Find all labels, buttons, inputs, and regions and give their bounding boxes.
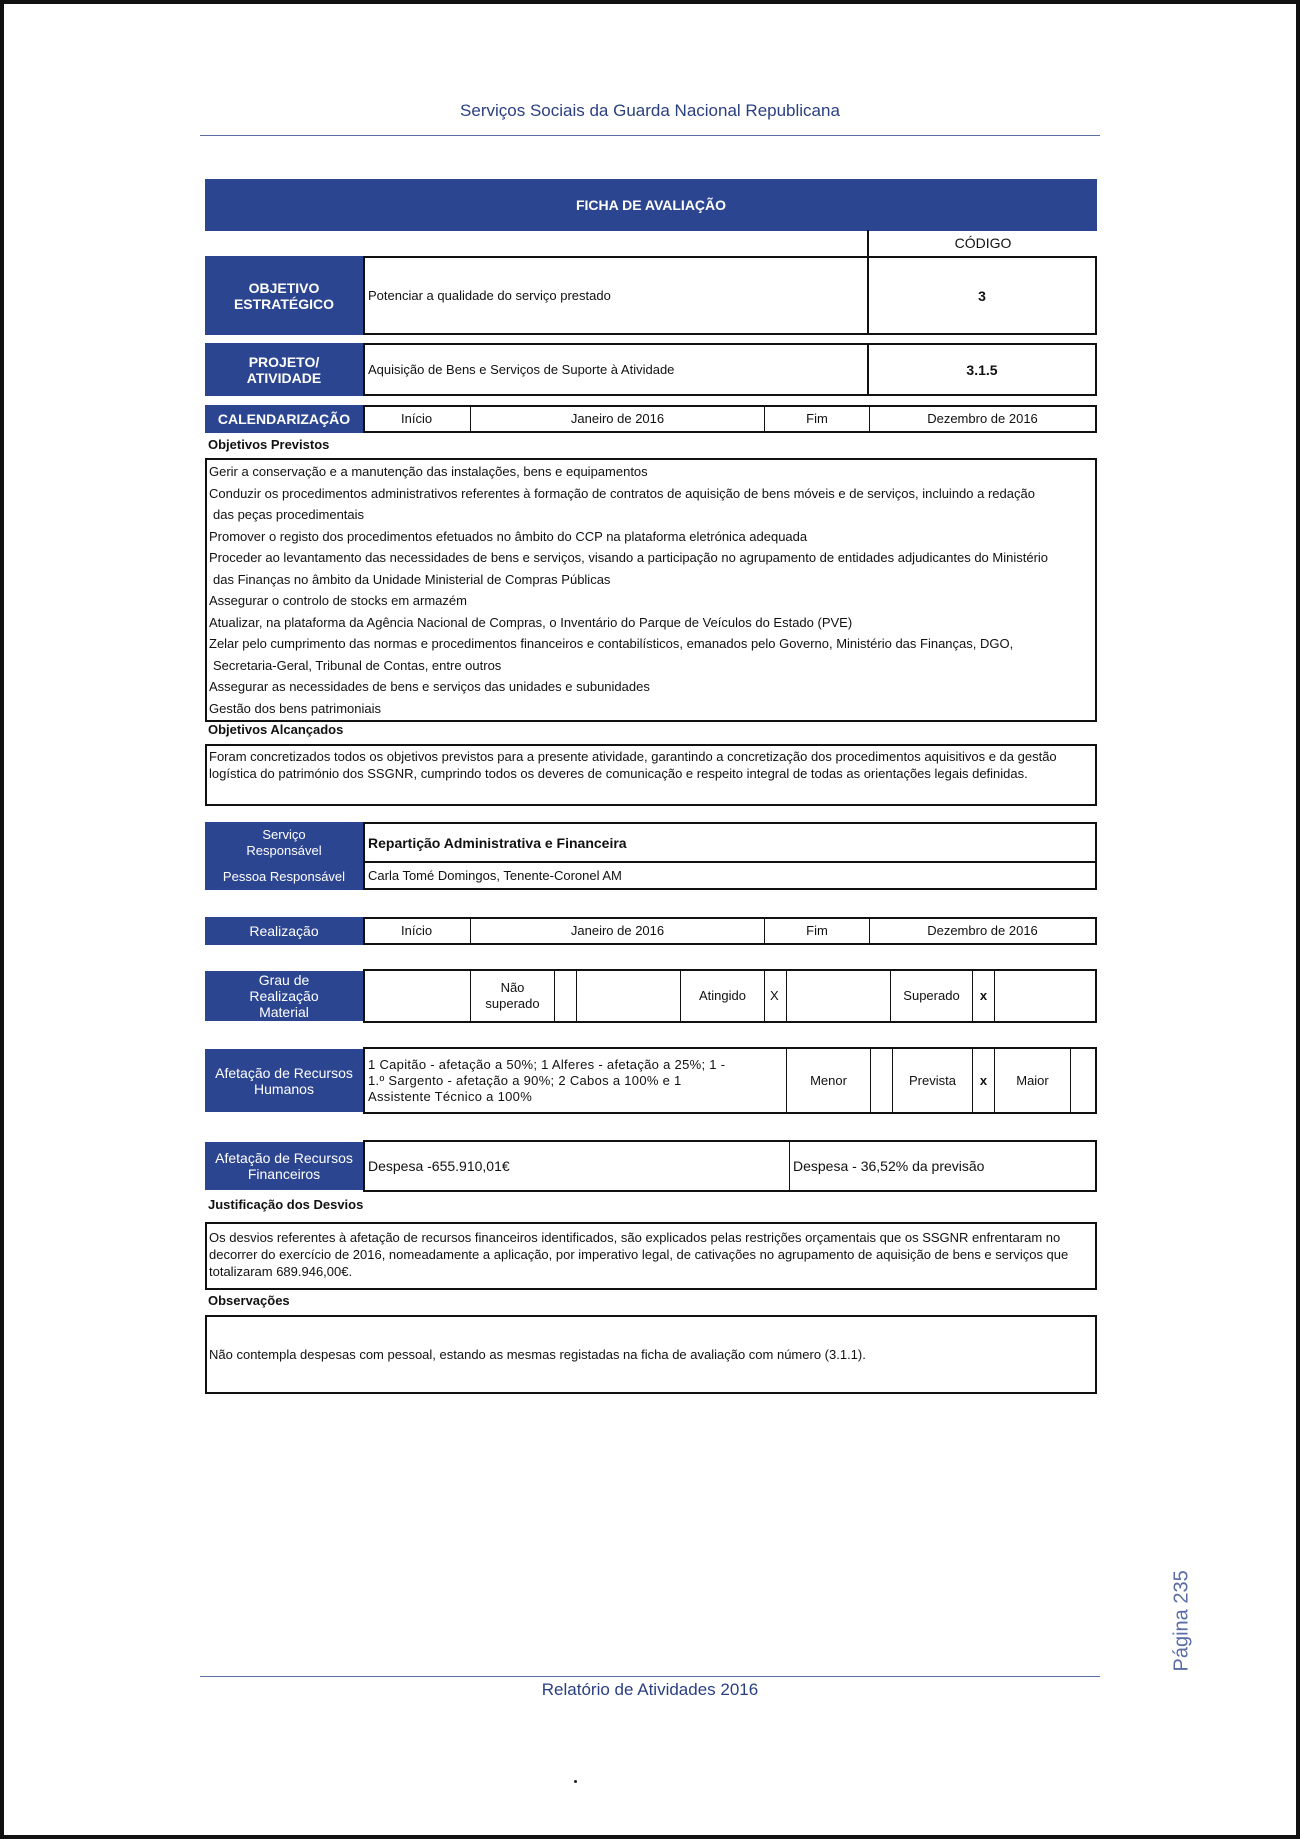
projeto-value: Aquisição de Bens e Serviços de Suporte à Atividade (363, 343, 869, 396)
grau-superado-label: Superado (890, 971, 972, 1021)
observacoes-title: Observações (208, 1293, 290, 1308)
objetivo-label: OBJETIVO ESTRATÉGICO (205, 256, 363, 335)
codigo-header: CÓDIGO (867, 230, 1097, 256)
objetivo-previsto-item: Gerir a conservação e a manutenção das instalações, bens e equipamentos (209, 464, 648, 479)
objetivo-previsto-item: Assegurar as necessidades de bens e serviços das unidades e subunidades (209, 679, 650, 694)
projeto-code: 3.1.5 (867, 343, 1097, 396)
rh-prevista-checkbox: x (972, 1049, 994, 1112)
calendarizacao-fim: Dezembro de 2016 (869, 407, 1095, 431)
pessoa-value: Carla Tomé Domingos, Tenente-Coronel AM (363, 861, 1097, 890)
pessoa-label: Pessoa Responsável (205, 863, 363, 890)
realizacao-row (363, 917, 1097, 945)
servico-label: Serviço Responsável (205, 822, 363, 863)
rf-label: Afetação de Recursos Financeiros (205, 1142, 363, 1190)
rh-value: 1 Capitão - afetação a 50%; 1 Alferes - afetação a 25%; 1 - 1.º Sargento - afetação a 90%; 2 Cabos a 100% e 1 Assistente Técnico a 100% (368, 1056, 726, 1104)
objetivo-previsto-item: das peças procedimentais (213, 507, 365, 522)
objetivo-previsto-item: Proceder ao levantamento das necessidades de bens e serviços, visando a participação no agrupamento de entidades adjudicantes do Ministério (209, 550, 1049, 565)
objetivos-alcancados-text: Foram concretizados todos os objetivos previstos para a presente atividade, garantindo a concretização dos procedimentos aquisitivos e da gestão logística do património dos SSGNR, cumprindo todos os deveres de comunicação e respeito integral de todas as orientações legais definidas. (205, 744, 1097, 806)
objetivo-previsto-item: Promover o registo dos procedimentos efetuados no âmbito do CCP na plataforma eletrónica adequada (209, 528, 808, 544)
objetivos-alcancados-title: Objetivos Alcançados (208, 722, 344, 737)
grau-empty-3 (786, 971, 890, 1021)
observacoes-text: Não contempla despesas com pessoal, estando as mesmas registadas na ficha de avaliação com número (3.1.1). (205, 1315, 1097, 1394)
projeto-label: PROJETO/ ATIVIDADE (205, 343, 363, 396)
objetivo-previsto-item: Zelar pelo cumprimento das normas e procedimentos financeiros e contabilísticos, emanados pelo Governo, Ministério das Finanças, DGO, (209, 636, 1014, 651)
justificacao-title: Justificação dos Desvios (208, 1197, 364, 1212)
grau-atingido-label: Atingido (680, 971, 764, 1021)
form-title: FICHA DE AVALIAÇÃO (205, 179, 1097, 231)
rf-despesa: Despesa -655.910,01€ (368, 1158, 510, 1174)
rh-maior-label: Maior (994, 1049, 1070, 1112)
rh-menor-label: Menor (786, 1049, 870, 1112)
realizacao-label: Realização (205, 917, 363, 945)
objetivo-previsto-item: Assegurar o controlo de stocks em armazém (209, 593, 467, 608)
header-divider (200, 135, 1100, 136)
realizacao-inicio-label: Início (401, 923, 433, 938)
grau-superado-checkbox: x (972, 971, 994, 1021)
servico-value: Repartição Administrativa e Financeira (363, 822, 1097, 863)
rh-maior-checkbox (1070, 1049, 1095, 1112)
objetivo-previsto-item: das Finanças no âmbito da Unidade Ministerial de Compras Públicas (213, 571, 611, 587)
rh-row (363, 1047, 1097, 1114)
scan-dot (574, 1780, 577, 1783)
objetivo-previsto-item: Atualizar, na plataforma da Agência Nacional de Compras, o Inventário do Parque de Veículos do Estado (PVE) (209, 614, 853, 630)
grau-atingido-checkbox: X (764, 971, 786, 1021)
objetivo-value: Potenciar a qualidade do serviço prestado (363, 256, 869, 335)
realizacao-fim: Dezembro de 2016 (869, 919, 1095, 943)
calendarizacao-fim-label: Fim (764, 407, 869, 431)
grau-empty-4 (994, 971, 1095, 1021)
calendarizacao-row (363, 405, 1097, 433)
rf-row (363, 1140, 1097, 1192)
page-footer: Relatório de Atividades 2016 (541, 1680, 759, 1699)
realizacao-fim-label: Fim (764, 919, 869, 943)
grau-row (363, 969, 1097, 1023)
rh-menor-checkbox (870, 1049, 892, 1112)
grau-nao-superado-label: Não superado (470, 971, 554, 1021)
calendarizacao-inicio-label: Início (401, 411, 433, 426)
calendarizacao-inicio: Janeiro de 2016 (470, 407, 764, 431)
justificacao-text: Os desvios referentes à afetação de recursos financeiros identificados, são explicados pelas restrições orçamentais que os SSGNR enfrentaram no decorrer do exercício de 2016, nomeadamente a aplicação, por imperativo legal, de cativações no agrupamento de aquisição de bens e serviços que totalizaram 689.946,00€. (205, 1222, 1097, 1290)
footer-divider (200, 1676, 1100, 1677)
grau-empty-2 (576, 971, 680, 1021)
rf-desvio: Despesa - 36,52% da previsão (789, 1142, 1095, 1190)
objetivos-previstos-title: Objetivos Previstos (208, 437, 330, 452)
rh-label: Afetação de Recursos Humanos (205, 1049, 363, 1112)
grau-nao-superado-checkbox (554, 971, 576, 1021)
calendarizacao-label: CALENDARIZAÇÃO (205, 405, 363, 433)
page-number: Página 235 (1170, 1570, 1193, 1672)
objetivo-previsto-item: Conduzir os procedimentos administrativos referentes à formação de contratos de aquisição de bens móveis e de serviços, incluindo a redação (209, 485, 1035, 501)
objetivo-previsto-item: Gestão dos bens patrimoniais (209, 700, 381, 716)
realizacao-inicio: Janeiro de 2016 (470, 919, 764, 943)
objetivo-previsto-item: Secretaria-Geral, Tribunal de Contas, entre outros (213, 657, 502, 673)
grau-label: Grau de Realização Material (205, 971, 363, 1021)
page-header: Serviços Sociais da Guarda Nacional Republicana (460, 101, 840, 120)
objetivos-previstos-list (205, 458, 1097, 722)
rh-prevista-label: Prevista (892, 1049, 972, 1112)
grau-empty-1 (365, 971, 470, 1021)
objetivo-code: 3 (867, 256, 1097, 335)
